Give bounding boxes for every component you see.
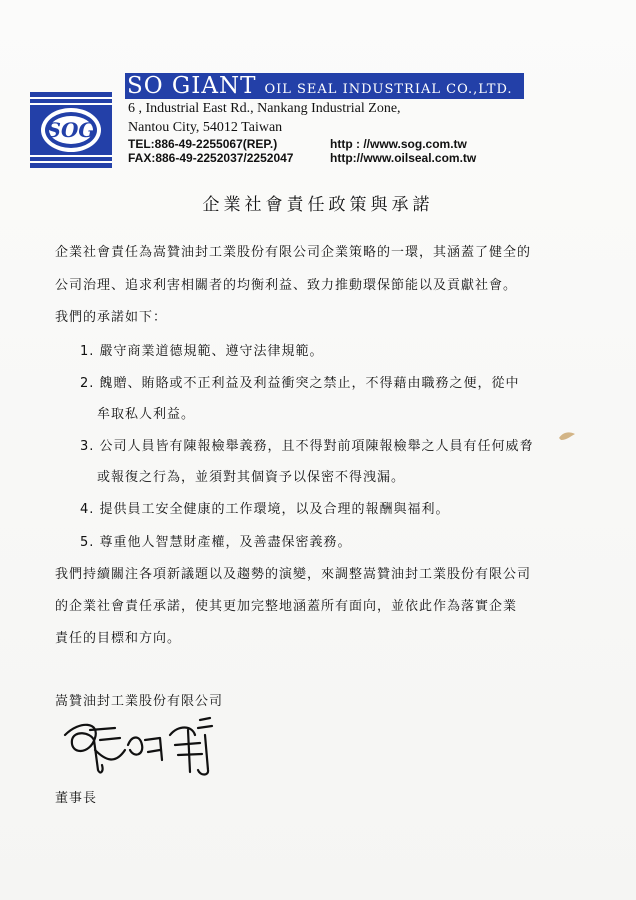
signer-title: 董事長 [55, 791, 98, 806]
commitment-1: 1. 嚴守商業道德規範、遵守法律規範。 [80, 344, 324, 359]
intro-line-2: 公司治理、追求利害相關者的均衡利益、致力推動環保節能以及貢獻社會。 [55, 278, 518, 293]
company-name-sub: OIL SEAL INDUSTRIAL CO.,LTD. [264, 82, 513, 97]
closing-line-2: 的企業社會責任承諾，使其更加完整地涵蓋所有面向，並依此作為落實企業 [55, 599, 518, 614]
company-name-main: SO GIANT [127, 73, 257, 99]
intro-line-1: 企業社會責任為嵩贊油封工業股份有限公司企業策略的一環，其涵蓋了健全的 [55, 245, 532, 260]
ink-stain-mark [557, 430, 577, 442]
company-logo-icon [30, 92, 112, 168]
commitment-4: 4. 提供員工安全健康的工作環境，以及合理的報酬與福利。 [80, 502, 450, 517]
commitment-3: 3. 公司人員皆有陳報檢舉義務，且不得對前項陳報檢舉之人員有任何威脅 [80, 439, 534, 454]
company-name-banner [125, 73, 524, 99]
signature-company-name: 嵩贊油封工業股份有限公司 [55, 694, 224, 709]
handwritten-signature [60, 710, 240, 785]
document-title: 企業社會責任政策與承諾 [202, 195, 434, 215]
commitment-3-continued: 或報復之行為，並須對其個資予以保密不得洩漏。 [97, 470, 406, 485]
commitment-2: 2. 餽贈、賄賂或不正利益及利益衝突之禁止，不得藉由職務之便，從中 [80, 376, 520, 391]
address-line-1: 6 , Industrial East Rd., Nankang Industrial Zone, [128, 101, 401, 116]
commitment-2-continued: 牟取私人利益。 [97, 407, 196, 422]
website-1: http : //www.sog.com.tw [330, 137, 467, 151]
fax: FAX:886-49-2252037/2252047 [128, 151, 294, 165]
telephone: TEL:886-49-2255067(REP.) [128, 137, 278, 151]
commitment-5: 5. 尊重他人智慧財產權，及善盡保密義務。 [80, 535, 352, 550]
website-2: http://www.oilseal.com.tw [330, 151, 477, 165]
address-line-2: Nantou City, 54012 Taiwan [128, 120, 283, 135]
intro-line-3: 我們的承諾如下： [55, 310, 168, 325]
logo-letters: SOG [46, 118, 96, 142]
closing-line-3: 責任的目標和方向。 [55, 631, 182, 646]
closing-line-1: 我們持續關注各項新議題以及趨勢的演變，來調整嵩贊油封工業股份有限公司 [55, 567, 532, 582]
